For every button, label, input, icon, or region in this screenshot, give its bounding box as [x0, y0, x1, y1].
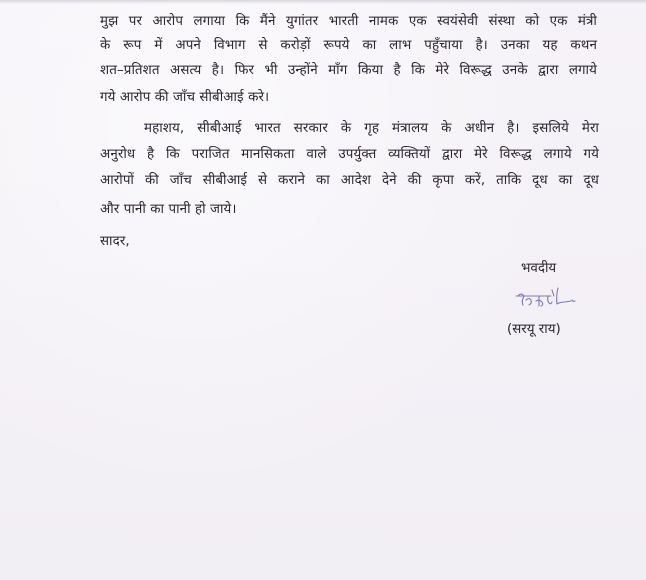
para2-line-3: आरोपों की जाँच सीबीआई से कराने का आदेश देने की कृपा करें, ताकि दूध का दूध	[100, 173, 599, 188]
para1-line-2: के रूप में अपने विभाग से करोड़ों रूपये का लाभ पहुँचाया है। उनका यह कथन	[100, 38, 597, 53]
para2-line-4: और पानी का पानी हो जाये।	[100, 202, 237, 217]
page-edge-shadow	[0, 0, 646, 4]
closing: भवदीय	[521, 261, 557, 276]
handwritten-signature	[512, 282, 588, 316]
para1-line-3: शत–प्रतिशत असत्य है। फिर भी उन्होंने माँग किया है कि मेरे विरूद्ध उनके द्वारा लगाये	[100, 63, 597, 78]
para2-line-2: अनुरोध है कि पराजित मानसिकता वाले उपर्युक्त व्यक्तियों द्वारा मेरे विरूद्ध लगाये गये	[100, 147, 599, 162]
salutation: सादर,	[100, 234, 130, 249]
para1-line-1: मुझ पर आरोप लगाया कि मैंने युगांतर भारती नामक एक स्वयंसेवी संस्था को एक मंत्री	[100, 14, 597, 29]
para2-line-1: महाशय, सीबीआई भारत सरकार के गृह मंत्रालय के अधीन है। इसलिये मेरा	[144, 121, 599, 136]
signatory-name: (सरयू राय)	[507, 322, 561, 337]
para1-line-4: गये आरोप की जाँच सीबीआई करे।	[100, 90, 270, 105]
